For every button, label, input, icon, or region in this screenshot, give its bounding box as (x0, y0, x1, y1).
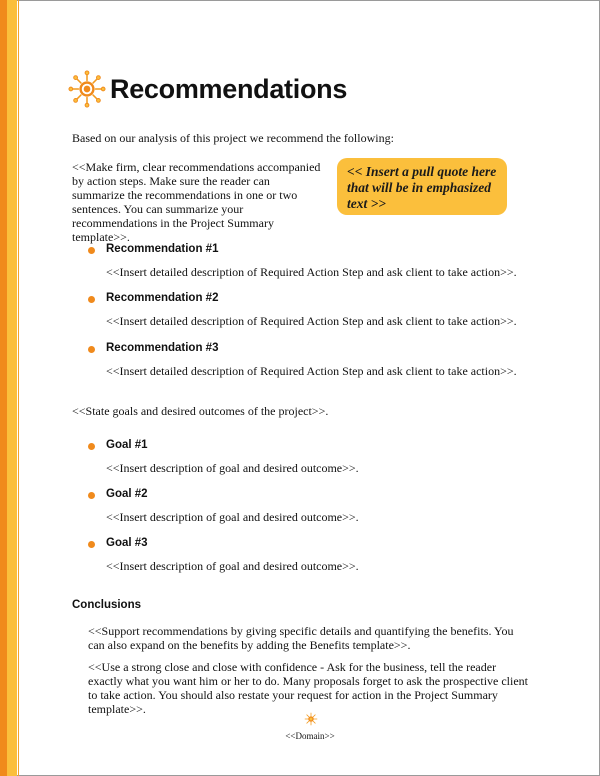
recommendation-label: Recommendation #2 (106, 292, 219, 304)
goals-intro-paragraph: <<State goals and desired outcomes of the project>>. (72, 404, 329, 418)
goal-description: <<Insert description of goal and desired outcome>>. (106, 461, 359, 475)
orange-dot-icon (88, 296, 95, 303)
conclusions-paragraph-1: <<Support recommendations by giving specific details and quantifying the benefits. You can also expand on the benefits by adding the Benefits template>>. (88, 624, 514, 652)
conclusions-heading: Conclusions (72, 599, 142, 611)
recommendation-description: <<Insert detailed description of Required Action Step and ask client to take action>>. (106, 265, 517, 279)
footer-domain: <<Domain>> (285, 731, 335, 741)
left-accent-stripe-dark (0, 0, 7, 776)
conclusions-paragraph-2: <<Use a strong close and close with confidence - Ask for the business, tell the reader exactly what you want him or her to do. Many proposals forget to ask the prospective client to take action. You should also restate your request for action in the Project Summary template>>. (88, 660, 529, 716)
title-row (68, 70, 347, 108)
pull-quote: << Insert a pull quote here that will be in emphasized text >> (337, 158, 507, 215)
goal-label: Goal #3 (106, 537, 148, 549)
recommendation-label: Recommendation #3 (106, 342, 219, 354)
recommendation-summary-paragraph: <<Make firm, clear recommendations accompanied by action steps. Make sure the reader can summarize the recommendations in one or two sentences. You can summarize your recommendations in the Project Summary template>>. (72, 160, 321, 244)
orange-dot-icon (88, 247, 95, 254)
goal-description: <<Insert description of goal and desired outcome>>. (106, 559, 359, 573)
orange-dot-icon (88, 492, 95, 499)
goal-label: Goal #2 (106, 488, 148, 500)
left-accent-stripe-line (18, 0, 19, 776)
recommendation-description: <<Insert detailed description of Required Action Step and ask client to take action>>. (106, 364, 517, 378)
sunburst-logo-icon (304, 712, 318, 726)
intro-paragraph: Based on our analysis of this project we recommend the following: (72, 131, 394, 145)
orange-dot-icon (88, 443, 95, 450)
page-title: Recommendations (110, 73, 348, 104)
goal-label: Goal #1 (106, 439, 148, 451)
recommendation-label: Recommendation #1 (106, 243, 219, 255)
goal-description: <<Insert description of goal and desired outcome>>. (106, 510, 359, 524)
recommendation-description: <<Insert detailed description of Required Action Step and ask client to take action>>. (106, 314, 517, 328)
orange-dot-icon (88, 346, 95, 353)
sunburst-logo-icon (68, 70, 106, 108)
left-accent-stripe-light (7, 0, 17, 776)
orange-dot-icon (88, 541, 95, 548)
